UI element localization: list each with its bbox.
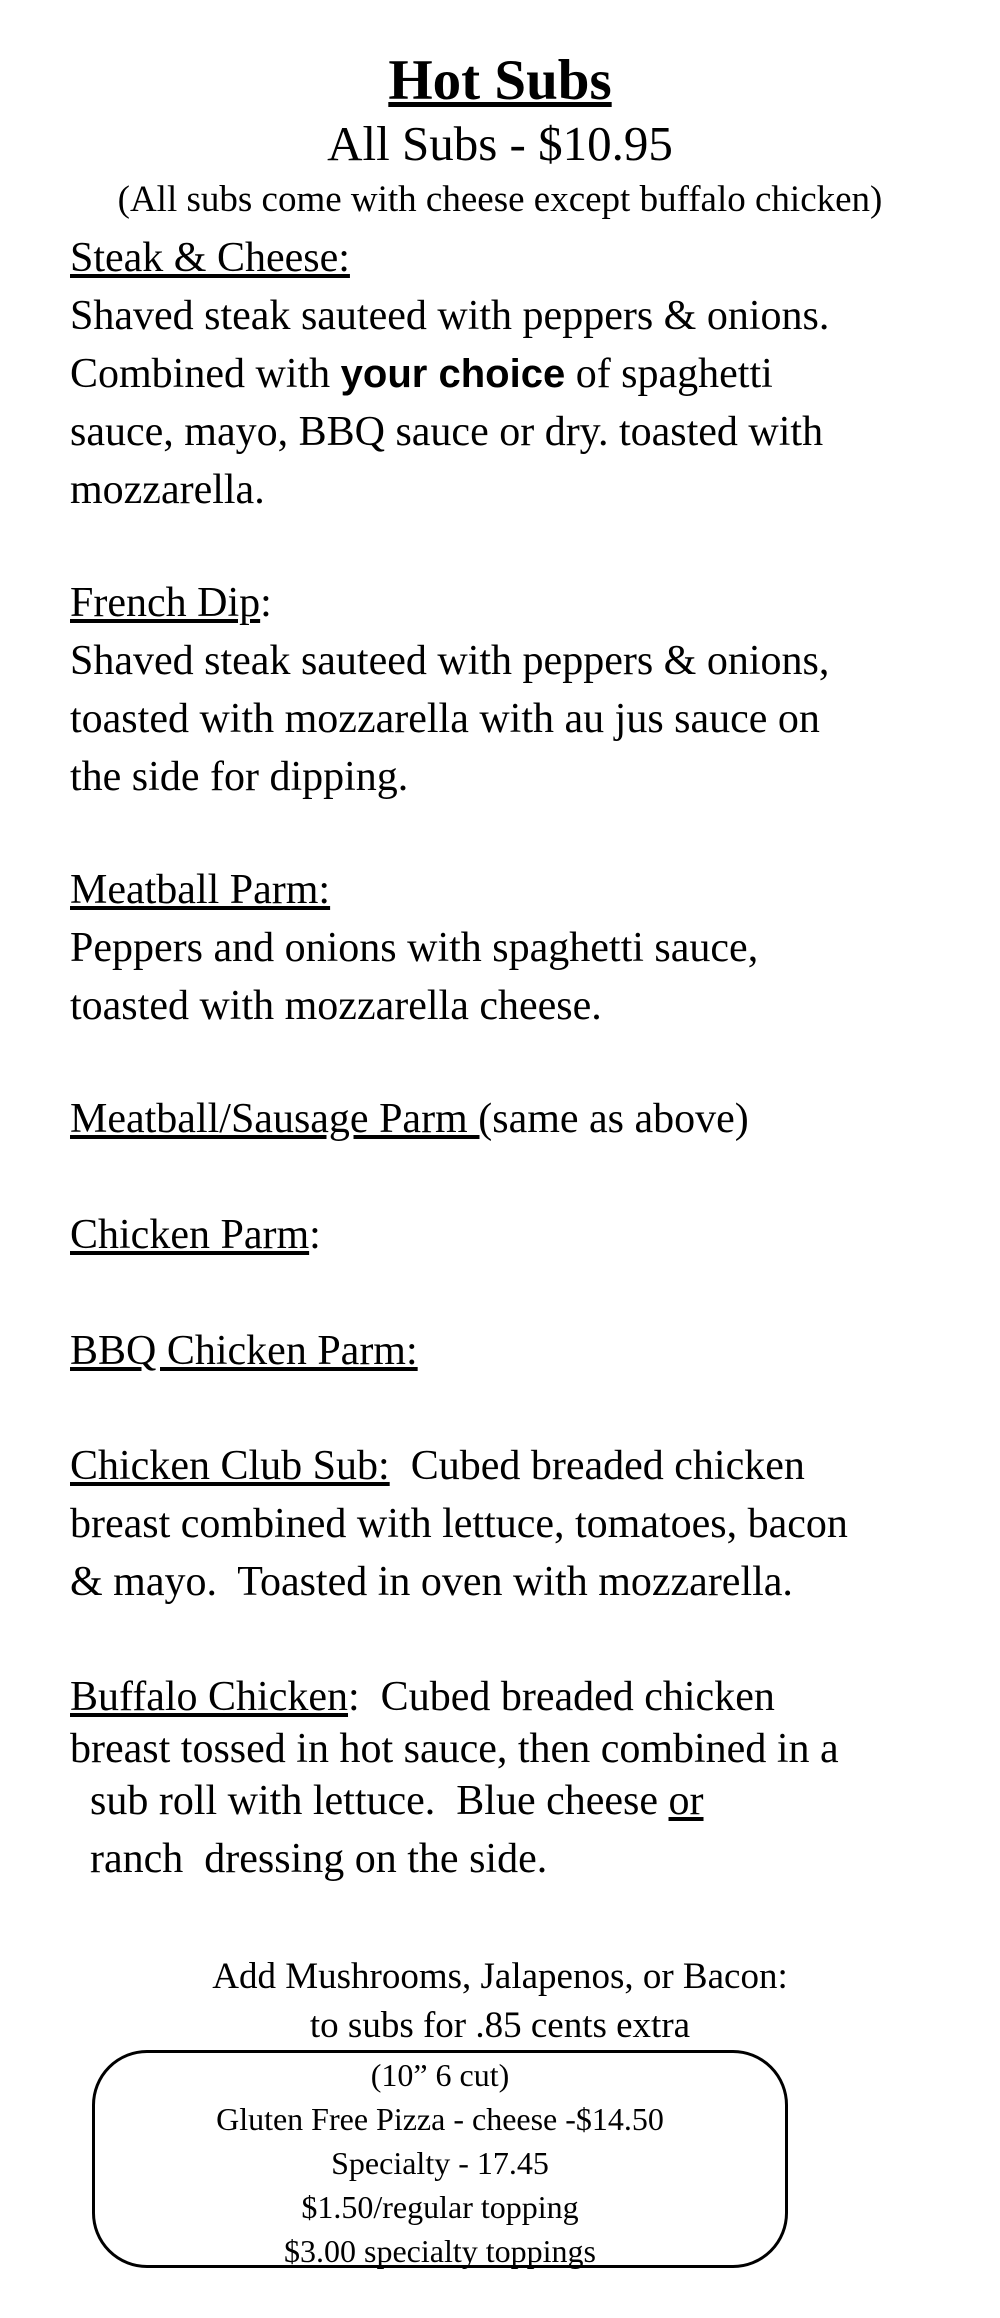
item-desc-line: ranch dressing on the side. xyxy=(90,1836,548,1882)
menu-item-french-dip xyxy=(70,574,970,806)
item-desc: Cubed breaded chicken xyxy=(389,1443,805,1489)
pizza-price-cheese: Gluten Free Pizza - cheese -$14.50 xyxy=(216,2101,664,2137)
item-desc-line: the side for dipping. xyxy=(70,754,409,800)
item-desc-line: & mayo. Toasted in oven with mozzarella. xyxy=(70,1559,793,1605)
item-desc: : Cubed breaded chicken xyxy=(348,1674,775,1720)
menu-item-meatball-parm xyxy=(70,861,970,1035)
item-colon: : xyxy=(260,580,272,626)
pizza-specialty-topping: $3.00 specialty toppings xyxy=(284,2233,596,2269)
item-name: Buffalo Chicken xyxy=(70,1674,349,1720)
menu-item-chicken-parm xyxy=(70,1206,970,1264)
item-desc-line: breast tossed in hot sauce, then combined in a xyxy=(70,1726,839,1772)
item-name: Meatball Parm: xyxy=(70,867,331,913)
item-desc-line: Shaved steak sauteed with peppers & onions. xyxy=(70,293,830,339)
page-title: Hot Subs xyxy=(388,49,612,112)
desc-text: of spaghetti xyxy=(565,351,773,397)
item-desc-line xyxy=(70,345,970,403)
pizza-regular-topping: $1.50/regular topping xyxy=(301,2189,579,2225)
price-line: All Subs - $10.95 xyxy=(327,116,673,171)
pizza-price-specialty: Specialty - 17.45 xyxy=(331,2145,549,2181)
menu-item-meatball-sausage-parm xyxy=(70,1090,970,1148)
item-name: BBQ Chicken Parm: xyxy=(70,1328,418,1374)
or-emphasis: or xyxy=(668,1778,704,1824)
menu-item-chicken-club-sub xyxy=(70,1437,970,1611)
item-desc-line: Peppers and onions with spaghetti sauce, xyxy=(70,925,759,971)
item-desc-line xyxy=(70,1772,970,1830)
item-name: Chicken Parm xyxy=(70,1212,310,1258)
pizza-box-text xyxy=(92,2053,788,2273)
item-name: Steak & Cheese: xyxy=(70,235,350,281)
item-desc-line: Shaved steak sauteed with peppers & onions, xyxy=(70,638,830,684)
pizza-size: (10” 6 cut) xyxy=(370,2057,510,2093)
item-name: Chicken Club Sub: xyxy=(70,1443,390,1489)
item-desc-line: breast combined with lettuce, tomatoes, bacon xyxy=(70,1501,848,1547)
desc-text: Combined with xyxy=(70,351,341,397)
item-desc-line: sauce, mayo, BBQ sauce or dry. toasted with xyxy=(70,409,824,455)
item-desc-line: toasted with mozzarella cheese. xyxy=(70,983,602,1029)
desc-text: sub roll with lettuce. Blue cheese xyxy=(90,1778,669,1824)
menu-item-steak-cheese xyxy=(70,229,970,519)
your-choice-emphasis: your choice xyxy=(340,352,566,396)
item-colon: : xyxy=(309,1212,321,1258)
item-name: Meatball/Sausage Parm ( xyxy=(70,1096,493,1142)
item-name: French Dip xyxy=(70,580,261,626)
menu-item-buffalo-chicken xyxy=(70,1668,970,1888)
menu-item-bbq-chicken-parm xyxy=(70,1322,970,1380)
item-desc-line: mozzarella. xyxy=(70,467,265,513)
item-desc: same as above) xyxy=(492,1096,749,1142)
addon-line: to subs for .85 cents extra xyxy=(309,2005,691,2046)
cheese-note: (All subs come with cheese except buffalo chicken) xyxy=(117,179,883,220)
item-desc-line: toasted with mozzarella with au jus sauce on xyxy=(70,696,820,742)
addon-line: Add Mushrooms, Jalapenos, or Bacon: xyxy=(212,1956,788,1997)
